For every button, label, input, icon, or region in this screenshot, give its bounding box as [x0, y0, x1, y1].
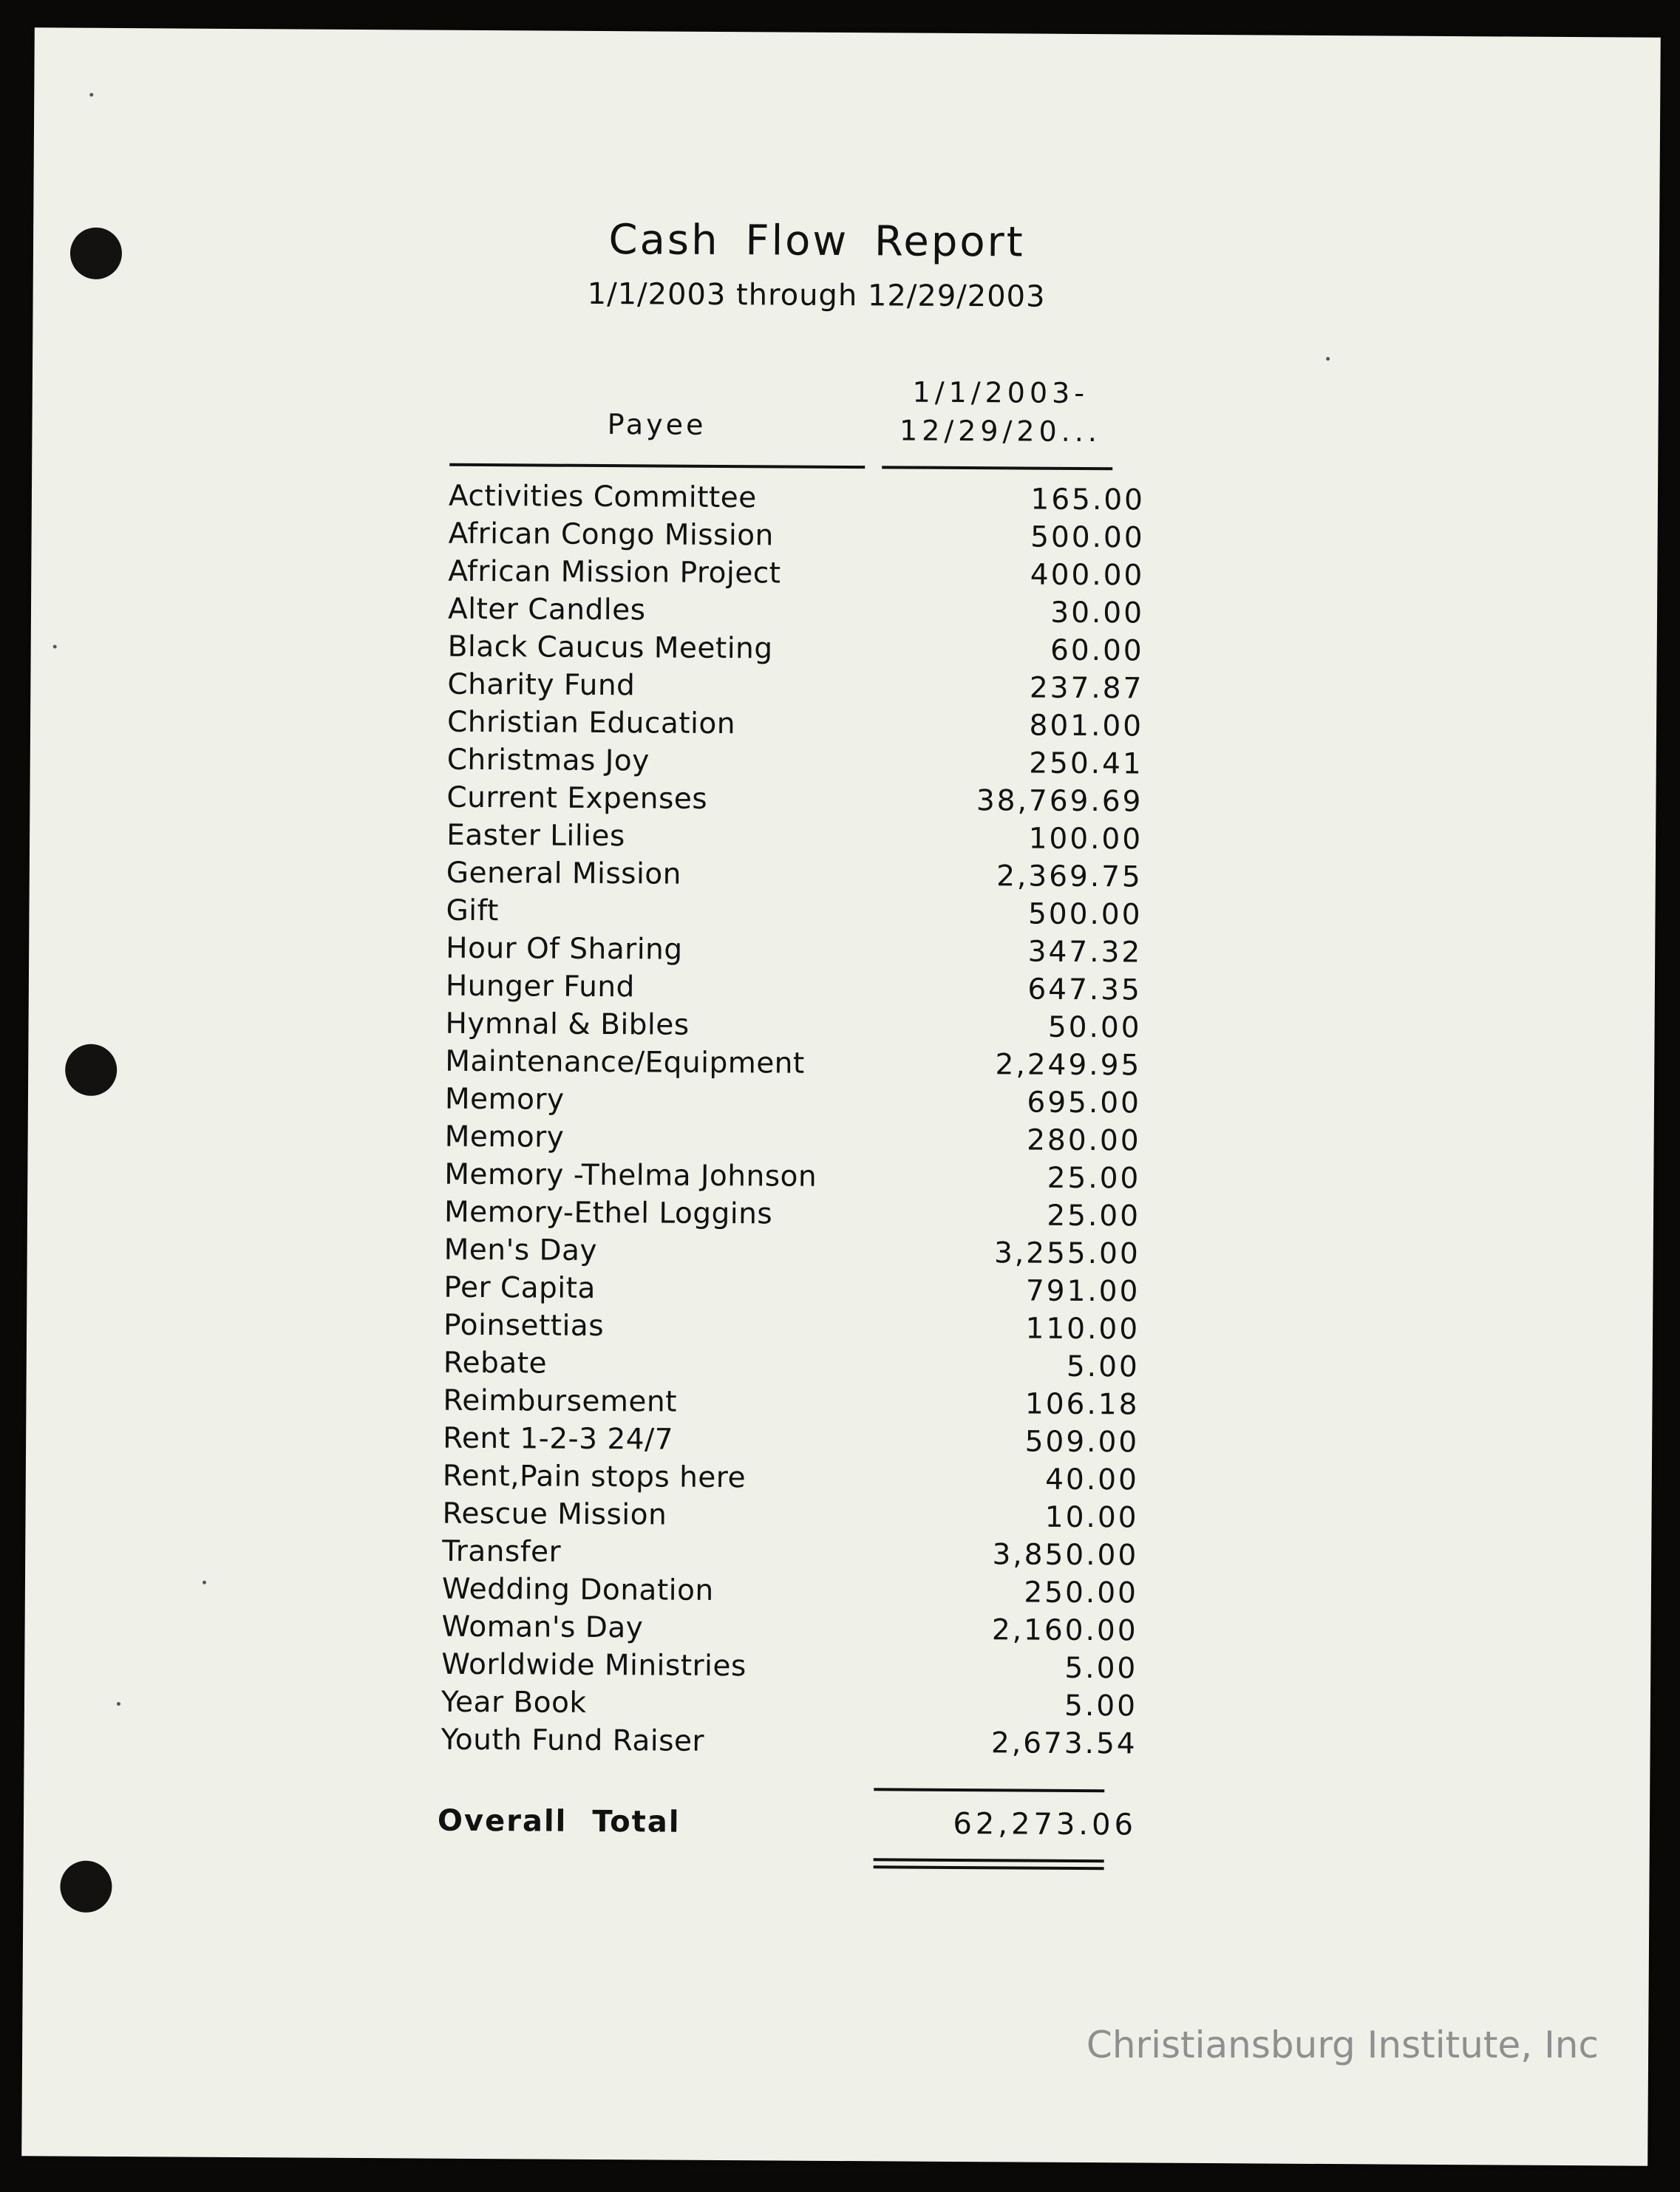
- table-row: [448, 553, 1144, 595]
- report-table-body: [441, 477, 1146, 1763]
- amount-cell: 500.00: [1027, 897, 1143, 932]
- amount-cell: 60.00: [1050, 633, 1144, 668]
- amount-cell: 2,249.95: [995, 1048, 1142, 1083]
- payee-cell: African Mission Project: [448, 554, 781, 590]
- table-row: [443, 1344, 1140, 1386]
- payee-cell: Current Expenses: [446, 780, 708, 816]
- table-row: [449, 477, 1145, 520]
- amount-cell: 40.00: [1045, 1463, 1139, 1497]
- payee-cell: Rebate: [443, 1346, 548, 1381]
- amount-cell: 5.00: [1064, 1689, 1138, 1723]
- table-row: [447, 741, 1143, 783]
- table-row: [444, 1231, 1140, 1273]
- table-row: [442, 1570, 1138, 1613]
- column-header-period: [882, 372, 1119, 451]
- table-row: [445, 1043, 1141, 1085]
- table-row: [447, 666, 1143, 708]
- paper-speck: [1326, 357, 1330, 361]
- table-row: [446, 967, 1142, 1010]
- header-rule-amount: [882, 466, 1112, 470]
- amount-cell: 2,160.00: [991, 1613, 1138, 1648]
- payee-cell: Transfer: [442, 1534, 562, 1569]
- table-row: [445, 1080, 1141, 1123]
- payee-cell: Memory: [444, 1082, 565, 1117]
- paper-speck: [203, 1581, 206, 1585]
- payee-cell: Hymnal & Bibles: [445, 1007, 690, 1042]
- report-date-range: 1/1/2003 through 12/29/2003: [587, 276, 1046, 314]
- table-row: [443, 1457, 1139, 1500]
- table-row: [446, 854, 1143, 896]
- total-rule-top: [874, 1788, 1104, 1792]
- table-row: [448, 515, 1144, 557]
- payee-cell: Christmas Joy: [446, 743, 650, 778]
- binder-hole-middle: [65, 1044, 117, 1096]
- table-row: [447, 704, 1143, 746]
- amount-cell: 801.00: [1029, 709, 1144, 743]
- payee-cell: Maintenance/Equipment: [445, 1044, 805, 1080]
- table-row: [446, 930, 1142, 972]
- amount-cell: 50.00: [1047, 1010, 1142, 1045]
- table-row: [446, 817, 1143, 859]
- total-row: [438, 1804, 1137, 1842]
- table-row: [443, 1307, 1140, 1349]
- payee-cell: Wedding Donation: [441, 1572, 714, 1607]
- amount-cell: 647.35: [1027, 973, 1143, 1007]
- table-row: [446, 892, 1142, 934]
- report-page: [21, 27, 1661, 2165]
- total-amount: 62,273.06: [953, 1806, 1137, 1842]
- amount-cell: 3,255.00: [993, 1236, 1140, 1271]
- payee-cell: Reimbursement: [443, 1383, 678, 1419]
- table-row: [443, 1269, 1140, 1311]
- watermark: Christiansburg Institute, Inc: [1086, 2023, 1599, 2066]
- amount-cell: 509.00: [1024, 1425, 1140, 1460]
- paper-speck: [53, 644, 57, 648]
- table-row: [444, 1194, 1140, 1236]
- payee-cell: Christian Education: [446, 705, 736, 741]
- amount-cell: 38,769.69: [976, 784, 1143, 819]
- table-row: [442, 1495, 1138, 1537]
- column-header-period-line1: 1/1/2003-: [912, 375, 1089, 410]
- table-row: [442, 1533, 1138, 1575]
- payee-cell: Memory-Ethel Loggins: [443, 1195, 773, 1231]
- payee-cell: Worldwide Ministries: [441, 1647, 747, 1684]
- header-rule-payee: [449, 463, 865, 469]
- amount-cell: 25.00: [1047, 1199, 1141, 1233]
- amount-cell: 237.87: [1029, 671, 1144, 706]
- amount-cell: 695.00: [1027, 1086, 1142, 1120]
- table-row: [443, 1382, 1139, 1424]
- payee-cell: Hour Of Sharing: [446, 931, 683, 967]
- payee-cell: Men's Day: [443, 1233, 598, 1267]
- table-row: [446, 779, 1143, 821]
- payee-cell: General Mission: [446, 856, 682, 891]
- table-row: [445, 1118, 1141, 1160]
- payee-cell: Hunger Fund: [445, 969, 635, 1004]
- payee-cell: Memory -Thelma Johnson: [444, 1157, 817, 1194]
- amount-cell: 30.00: [1050, 596, 1145, 630]
- amount-cell: 400.00: [1030, 558, 1145, 593]
- amount-cell: 2,369.75: [996, 860, 1143, 894]
- payee-cell: Youth Fund Raiser: [441, 1723, 705, 1758]
- amount-cell: 250.41: [1029, 746, 1143, 781]
- amount-cell: 5.00: [1064, 1651, 1138, 1686]
- payee-cell: Activities Committee: [448, 479, 757, 515]
- table-row: [441, 1608, 1137, 1650]
- payee-cell: Year Book: [441, 1685, 587, 1720]
- amount-cell: 110.00: [1025, 1312, 1140, 1347]
- table-row: [448, 628, 1144, 670]
- table-row: [445, 1005, 1141, 1047]
- amount-cell: 10.00: [1044, 1500, 1139, 1535]
- table-row: [441, 1684, 1137, 1726]
- amount-cell: 347.32: [1027, 935, 1143, 970]
- table-row: [443, 1420, 1139, 1462]
- amount-cell: 791.00: [1025, 1274, 1140, 1309]
- amount-cell: 106.18: [1024, 1387, 1140, 1422]
- amount-cell: 500.00: [1030, 520, 1145, 555]
- payee-cell: Easter Lilies: [446, 818, 625, 854]
- payee-cell: Gift: [446, 894, 500, 928]
- paper-speck: [89, 93, 93, 97]
- amount-cell: 3,850.00: [992, 1538, 1139, 1573]
- payee-cell: Woman's Day: [441, 1610, 644, 1645]
- total-label: Overall Total: [437, 1803, 681, 1839]
- payee-cell: Alter Candles: [447, 592, 646, 627]
- amount-cell: 165.00: [1030, 483, 1146, 517]
- total-double-rule-2: [874, 1865, 1104, 1870]
- payee-cell: Black Caucus Meeting: [447, 630, 773, 666]
- payee-cell: Rescue Mission: [442, 1497, 667, 1532]
- table-row: [441, 1646, 1137, 1688]
- payee-cell: African Congo Mission: [448, 517, 774, 553]
- payee-cell: Charity Fund: [447, 667, 636, 703]
- table-row: [441, 1721, 1137, 1763]
- paper-speck: [117, 1702, 120, 1706]
- payee-cell: Rent 1-2-3 24/7: [443, 1421, 674, 1457]
- table-row: [444, 1156, 1140, 1198]
- amount-cell: 250.00: [1024, 1576, 1139, 1610]
- amount-cell: 5.00: [1066, 1349, 1140, 1384]
- total-double-rule-1: [874, 1858, 1104, 1862]
- amount-cell: 100.00: [1028, 822, 1143, 857]
- column-header-period-line2: 12/29/20...: [899, 414, 1102, 449]
- report-title: Cash Flow Report: [608, 216, 1025, 267]
- payee-cell: Memory: [444, 1120, 565, 1154]
- amount-cell: 280.00: [1027, 1123, 1141, 1158]
- payee-cell: Poinsettias: [443, 1308, 605, 1344]
- column-header-payee: Payee: [607, 408, 707, 441]
- payee-cell: Per Capita: [443, 1270, 596, 1305]
- amount-cell: 2,673.54: [990, 1726, 1137, 1761]
- amount-cell: 25.00: [1047, 1161, 1141, 1196]
- table-row: [448, 590, 1144, 633]
- payee-cell: Rent,Pain stops here: [442, 1459, 747, 1495]
- binder-hole-bottom: [60, 1861, 112, 1913]
